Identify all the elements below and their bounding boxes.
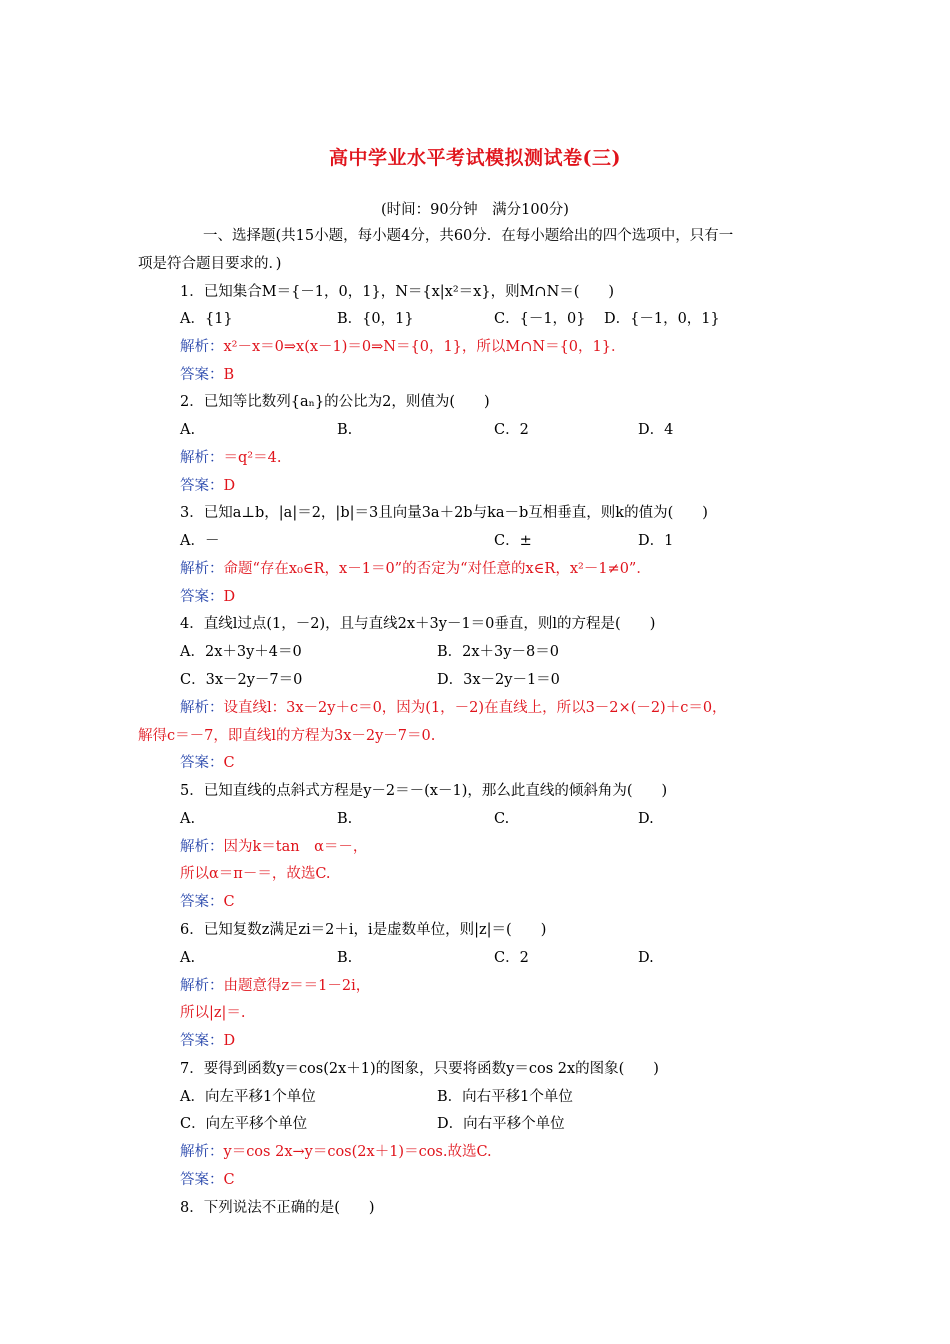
q6-option-c: C．2 bbox=[494, 950, 529, 966]
q4-option-a: A．2x＋3y＋4＝0 bbox=[180, 644, 302, 660]
q5-option-d: D. bbox=[638, 811, 654, 827]
q5-solution bbox=[180, 837, 367, 857]
q5-solution-label: 解析： bbox=[180, 839, 224, 855]
q4-answer bbox=[180, 753, 235, 773]
q6-option-d: D. bbox=[638, 950, 654, 966]
q3-answer-value: D bbox=[223, 589, 236, 605]
q1-stem: 1．已知集合M＝{－1，0，1}，N＝{x|x²＝x}，则M∩N＝( ) bbox=[180, 284, 615, 300]
q1-option-b: B．{0，1} bbox=[337, 311, 414, 327]
section-intro-cont: 项是符合题目要求的．) bbox=[138, 256, 282, 272]
q5-answer bbox=[180, 892, 235, 912]
q7-option-d: D．向右平移个单位 bbox=[437, 1116, 565, 1132]
page-title: 高中学业水平考试模拟测试卷(三) bbox=[329, 147, 621, 169]
q2-solution bbox=[180, 448, 281, 468]
q1-solution bbox=[180, 337, 626, 357]
q6-answer-label: 答案： bbox=[180, 1033, 224, 1049]
q3-answer-label: 答案： bbox=[180, 589, 224, 605]
q4-solution-text: 设直线l：3x－2y＋c＝0，因为(1，－2)在直线上，所以3－2×(－2)＋c＝0， bbox=[223, 700, 727, 716]
exam-info: (时间：90分钟 满分100分) bbox=[381, 202, 569, 218]
q5-stem: 5．已知直线的点斜式方程是y－2＝－(x－1)，那么此直线的倾斜角为( ) bbox=[180, 783, 668, 799]
q6-solution bbox=[180, 976, 370, 996]
q4-option-d: D．3x－2y－1＝0 bbox=[437, 672, 560, 688]
q6-solution-label: 解析： bbox=[180, 978, 224, 994]
q7-option-a: A．向左平移1个单位 bbox=[180, 1089, 316, 1105]
q2-answer-label: 答案： bbox=[180, 478, 224, 494]
q3-solution-text: 命题“存在x₀∈R，x－1＝0”的否定为“对任意的x∈R，x²－1≠0”． bbox=[223, 561, 651, 577]
q6-option-a: A. bbox=[180, 950, 196, 966]
q6-solution-text: 由题意得z＝＝1－2i， bbox=[223, 978, 371, 994]
q7-answer-value: C bbox=[223, 1172, 235, 1188]
q4-option-b: B．2x＋3y－8＝0 bbox=[437, 644, 559, 660]
q1-answer bbox=[180, 365, 234, 385]
q3-answer bbox=[180, 587, 235, 607]
q3-stem: 3．已知a⊥b，|a|＝2，|b|＝3且向量3a＋2b与ka－b互相垂直，则k的值为( ) bbox=[180, 505, 708, 521]
q1-option-d: D．{－1，0，1} bbox=[604, 311, 720, 327]
q3-solution-label: 解析： bbox=[180, 561, 224, 577]
q5-answer-label: 答案： bbox=[180, 894, 224, 910]
q2-stem: 2．已知等比数列{aₙ}的公比为2，则值为( ) bbox=[180, 394, 490, 410]
q2-solution-text: ＝q²＝4. bbox=[223, 450, 282, 466]
q3-option-c: C．± bbox=[494, 533, 532, 549]
q6-answer-value: D bbox=[223, 1033, 236, 1049]
q1-solution-label: 解析： bbox=[180, 339, 224, 355]
q6-stem: 6．已知复数z满足zi＝2＋i，i是虚数单位，则|z|＝( ) bbox=[180, 922, 547, 938]
q5-solution-text: 因为k＝tan α＝－， bbox=[223, 839, 368, 855]
q7-option-b: B．向右平移1个单位 bbox=[437, 1089, 573, 1105]
q6-solution-cont: 所以|z|＝. bbox=[180, 1005, 246, 1021]
q7-option-c: C．向左平移个单位 bbox=[180, 1116, 308, 1132]
q4-answer-value: C bbox=[223, 755, 235, 771]
q2-option-c: C．2 bbox=[494, 422, 529, 438]
q4-solution-label: 解析： bbox=[180, 700, 224, 716]
q2-solution-label: 解析： bbox=[180, 450, 224, 466]
q7-solution-text: y＝cos 2x→y＝cos(2x＋1)＝cos.故选C. bbox=[223, 1144, 492, 1160]
q5-option-b: B. bbox=[337, 811, 353, 827]
q7-stem: 7．要得到函数y＝cos(2x＋1)的图象，只要将函数y＝cos 2x的图象( ) bbox=[180, 1061, 659, 1077]
q3-option-d: D．1 bbox=[638, 533, 674, 549]
q4-option-c: C．3x－2y－7＝0 bbox=[180, 672, 303, 688]
q2-option-a: A. bbox=[180, 422, 196, 438]
q4-solution-cont: 解得c＝－7，即直线l的方程为3x－2y－7＝0. bbox=[138, 728, 436, 744]
q5-answer-value: C bbox=[223, 894, 235, 910]
q2-option-d: D．4 bbox=[638, 422, 674, 438]
q2-option-b: B. bbox=[337, 422, 353, 438]
q2-answer-value: D bbox=[223, 478, 236, 494]
q1-solution-text: x²－x＝0⇒x(x－1)＝0⇒N＝{0，1}，所以M∩N＝{0，1}． bbox=[223, 339, 626, 355]
q1-option-c: C．{－1，0} bbox=[494, 311, 586, 327]
q8-stem: 8．下列说法不正确的是( ) bbox=[180, 1200, 375, 1216]
q4-answer-label: 答案： bbox=[180, 755, 224, 771]
q7-solution bbox=[180, 1142, 492, 1162]
q2-answer bbox=[180, 476, 235, 496]
q7-solution-label: 解析： bbox=[180, 1144, 224, 1160]
q6-answer bbox=[180, 1031, 235, 1051]
q4-stem: 4．直线l过点(1，－2)，且与直线2x＋3y－1＝0垂直，则l的方程是( ) bbox=[180, 616, 656, 632]
q5-option-a: A. bbox=[180, 811, 196, 827]
q1-answer-label: 答案： bbox=[180, 367, 224, 383]
section-intro: 一、选择题(共15小题，每小题4分，共60分．在每小题给出的四个选项中，只有一 bbox=[203, 228, 734, 244]
q6-option-b: B. bbox=[337, 950, 353, 966]
q5-solution-cont: 所以α＝π－＝，故选C. bbox=[180, 866, 331, 882]
q1-answer-value: B bbox=[223, 367, 235, 383]
q3-option-a: A．－ bbox=[180, 533, 220, 549]
q1-option-a: A．{1} bbox=[180, 311, 233, 327]
q7-answer-label: 答案： bbox=[180, 1172, 224, 1188]
q5-option-c: C. bbox=[494, 811, 510, 827]
q4-solution bbox=[180, 698, 727, 718]
q7-answer bbox=[180, 1170, 235, 1190]
q3-solution bbox=[180, 559, 651, 579]
